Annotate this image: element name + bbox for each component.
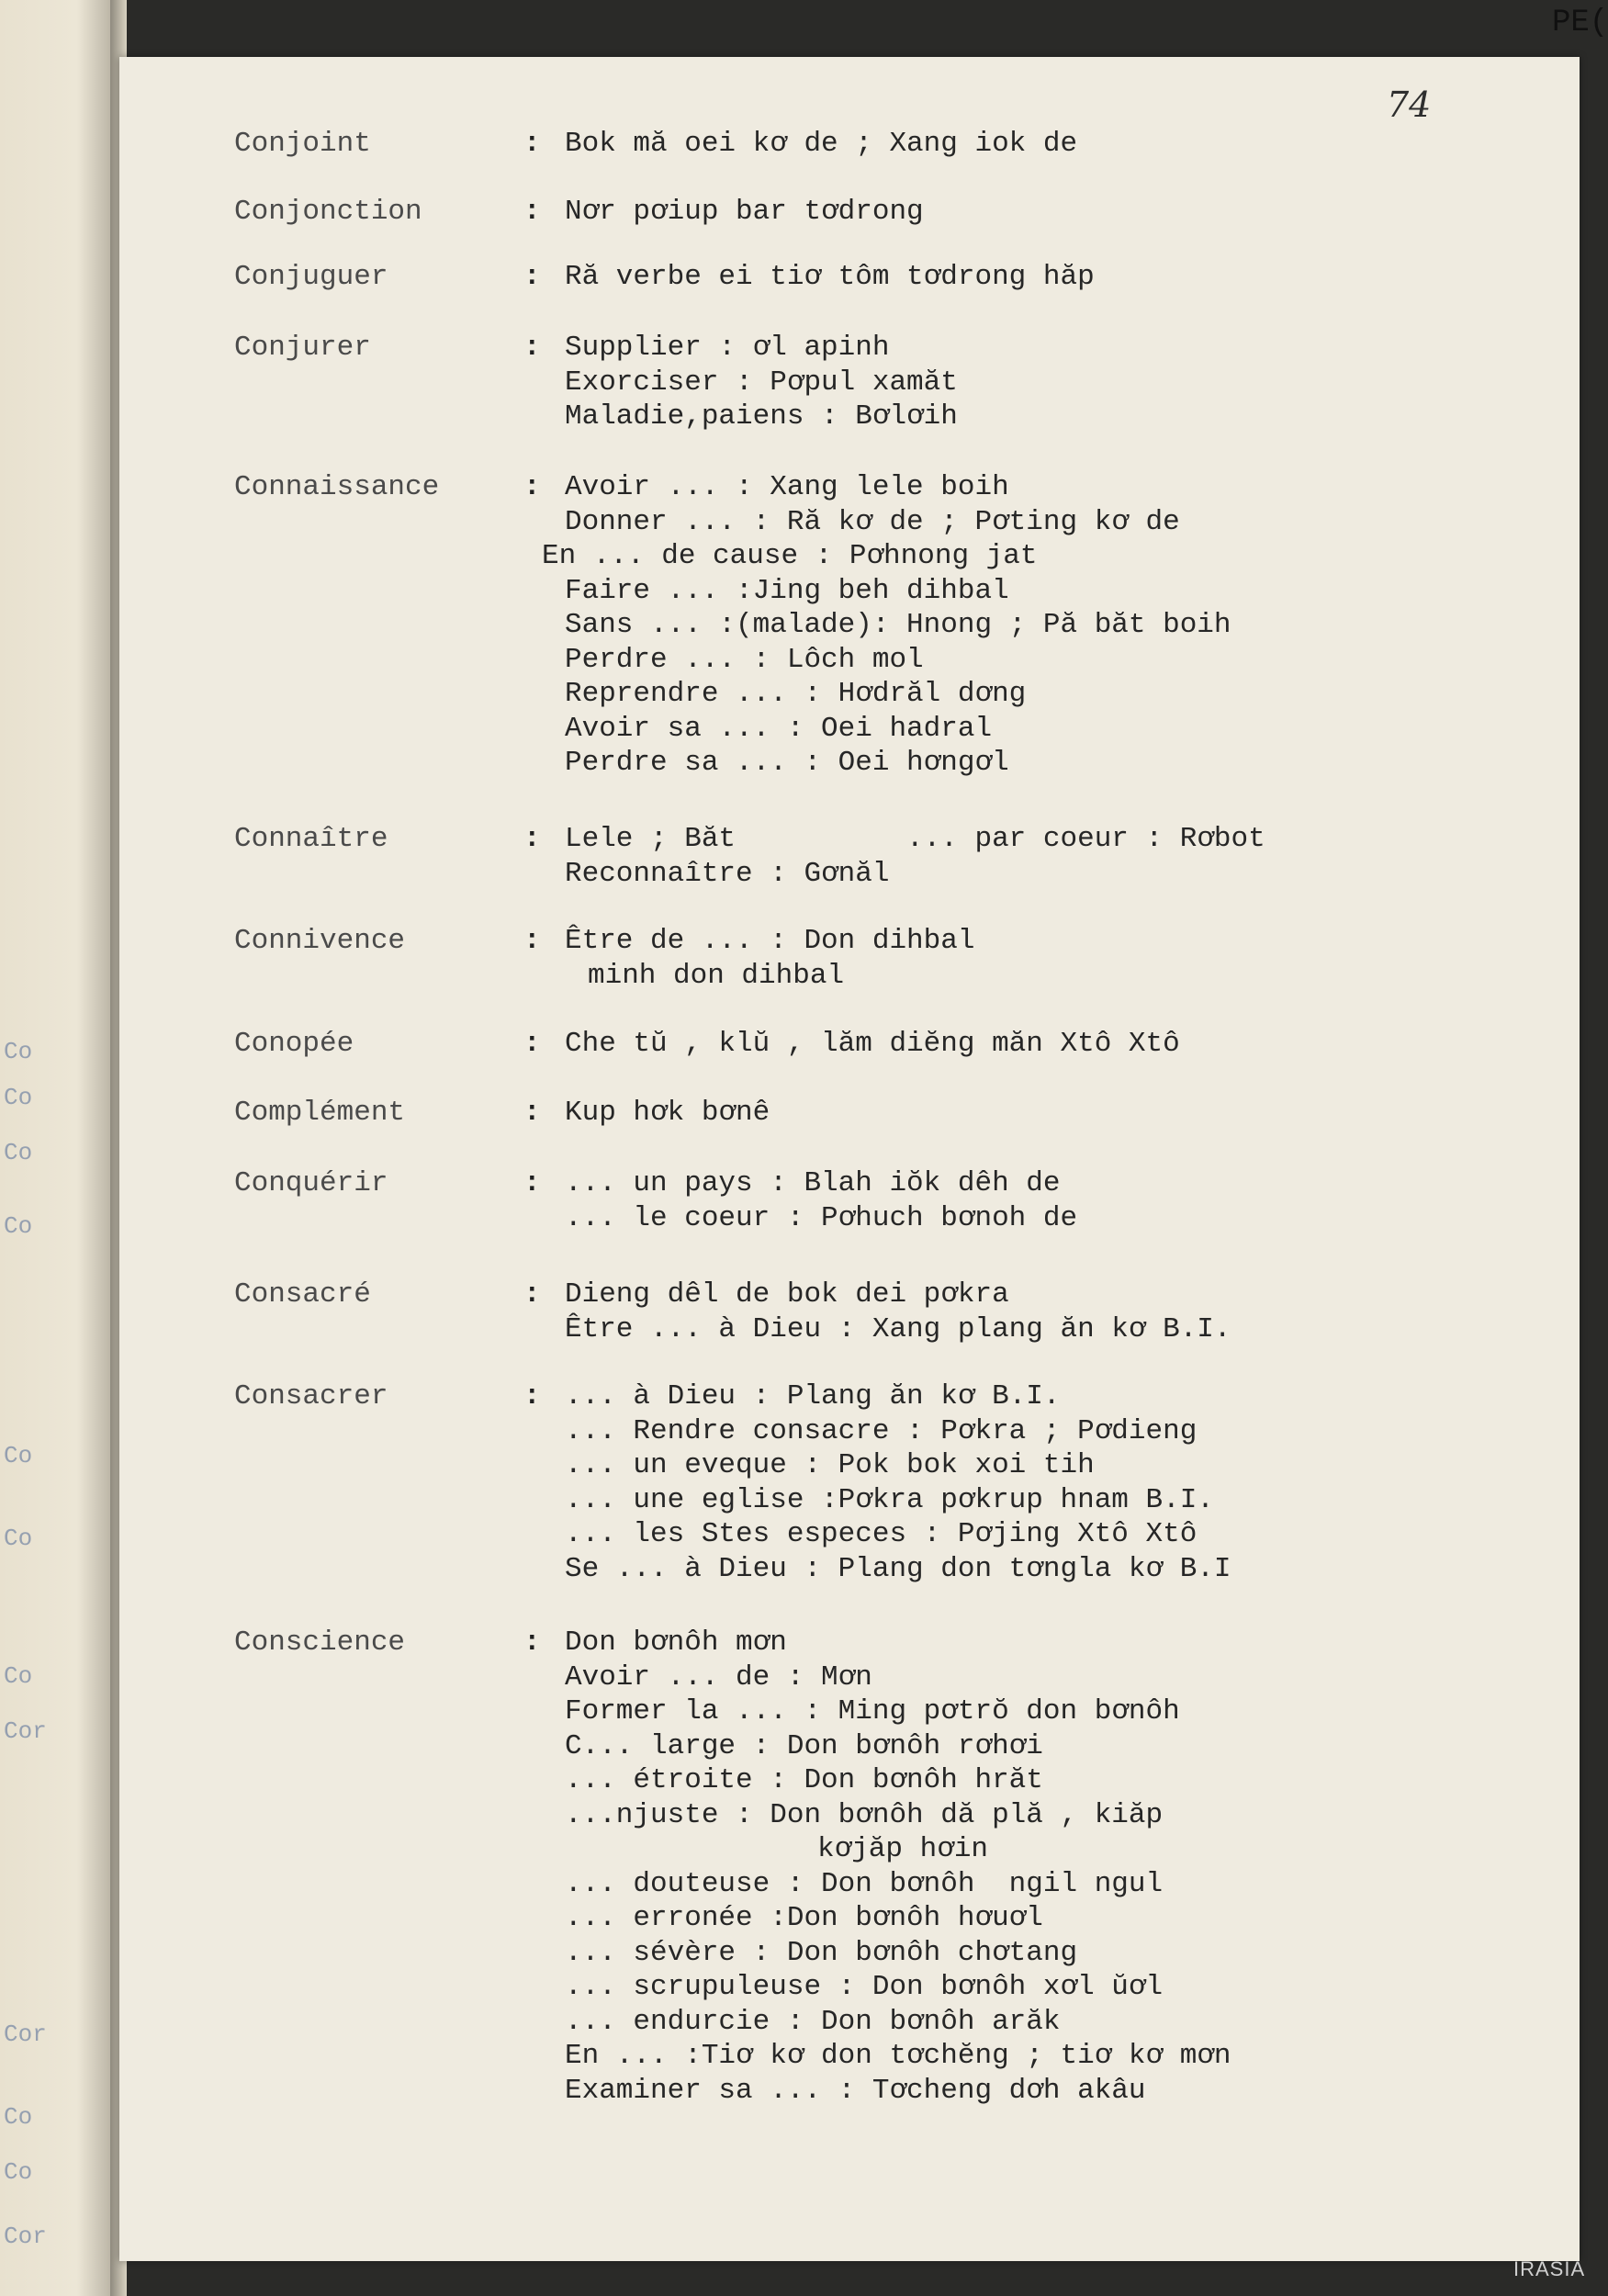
entry-term: Connivence [234, 925, 406, 957]
entry-term: Consacrer [234, 1380, 388, 1412]
entry-definition-line: Sans ... :(malade): Hnong ; Pă băt boih [565, 609, 1231, 641]
entry-definition-line: minh don dihbal [588, 959, 845, 992]
entry-definition-line: En ... de cause : Pơhnong jat [542, 540, 1038, 572]
left-page-stub: Co [4, 1084, 33, 1111]
entry-term: Connaître [234, 823, 388, 855]
entry-definition-line: Ră verbe ei tiơ tôm tơdrong hăp [565, 261, 1095, 293]
entry-term: Connaissance [234, 471, 440, 503]
entry-definition-line: Lele ; Băt ... par coeur : Rơbot [565, 823, 1265, 855]
entry-definition-line: Supplier : ơl apinh [565, 332, 890, 364]
entry-definition-line: Reconnaître : Gơnăl [565, 857, 890, 890]
entry-term: Conjurer [234, 332, 371, 364]
entry-separator: : [523, 128, 541, 160]
left-page-stub: Co [4, 2103, 33, 2131]
entry-definition-line: ... sévère : Don bơnôh chơtang [565, 1936, 1078, 1969]
left-page-stub: Co [4, 1525, 33, 1552]
entry-definition-line: Se ... à Dieu : Plang don tơngla kơ B.I [565, 1552, 1231, 1585]
entry-definition-line: ... les Stes especes : Pơjing Xtô Xtô [565, 1518, 1198, 1550]
entry-definition-line: ... endurcie : Don bơnôh arăk [565, 2005, 1061, 2038]
entry-definition-line: Être de ... : Don dihbal [565, 925, 975, 957]
entry-separator: : [523, 1626, 541, 1659]
entry-definition-line: Être ... à Dieu : Xang plang ăn kơ B.I. [565, 1312, 1231, 1345]
left-page-stub: Co [4, 1038, 33, 1065]
page-number: 74 [1387, 84, 1432, 125]
entry-term: Conjoint [234, 128, 371, 160]
entry-definition-line: ... une eglise :Pơkra pơkrup hnam B.I. [565, 1483, 1214, 1516]
entry-definition-line: ... douteuse : Don bơnôh ngil ngul [565, 1867, 1164, 1900]
left-page-stub: Co [4, 1139, 33, 1166]
entry-definition-line: ... le coeur : Pơhuch bơnoh de [565, 1201, 1078, 1234]
left-page-stub: Co [4, 1212, 33, 1240]
entry-separator: : [523, 471, 541, 503]
entry-term: Conquérir [234, 1167, 388, 1199]
left-page-stub: Co [4, 1442, 33, 1469]
entry-definition-line: ... un pays : Blah iŏk dêh de [565, 1167, 1061, 1199]
previous-page-edge [0, 0, 110, 2296]
entry-definition-line: C... large : Don bơnôh rơhơi [565, 1729, 1043, 1762]
entry-separator: : [523, 1028, 541, 1060]
entry-definition-line: Examiner sa ... : Tơcheng dơh akâu [565, 2074, 1146, 2107]
left-page-stub: Co [4, 2158, 33, 2186]
entry-definition-line: ... étroite : Don bơnôh hrăt [565, 1764, 1043, 1796]
entry-definition-line: ... Rendre consacre : Pơkra ; Pơdieng [565, 1414, 1198, 1447]
entry-separator: : [523, 1097, 541, 1129]
watermark: IRASIA [1513, 2257, 1586, 2280]
entry-definition-line: Reprendre ... : Hơdrăl dơng [565, 678, 1027, 710]
entry-definition-line: Don bơnôh mơn [565, 1626, 787, 1659]
entry-separator: : [523, 196, 541, 228]
entry-definition-line: Avoir ... : Xang lele boih [565, 471, 1009, 503]
entry-separator: : [523, 1167, 541, 1199]
entry-separator: : [523, 1278, 541, 1311]
entry-definition-line: En ... :Tiơ kơ don tơchĕng ; tiơ kơ mơn [565, 2040, 1231, 2072]
entry-separator: : [523, 261, 541, 293]
entry-separator: : [523, 1380, 541, 1412]
entry-definition-line: Faire ... :Jing beh dihbal [565, 574, 1009, 607]
entry-definition-line: kơjăp hơin [817, 1833, 989, 1865]
entry-definition-line: Exorciser : Pơpul xamăt [565, 366, 958, 399]
entry-definition-line: Perdre sa ... : Oei hơngơl [565, 747, 1009, 779]
corner-mark: PE( [1552, 6, 1608, 40]
entry-separator: : [523, 823, 541, 855]
entry-definition-line: Donner ... : Ră kơ de ; Pơting kơ de [565, 505, 1180, 538]
entry-definition-line: Bok mă oei kơ de ; Xang iok de [565, 128, 1078, 160]
entry-definition-line: Che tŭ , klŭ , lăm diĕng măn Xtô Xtô [565, 1028, 1180, 1060]
entry-separator: : [523, 332, 541, 364]
entry-term: Conscience [234, 1626, 406, 1659]
entry-definition-line: Perdre ... : Lôch mol [565, 643, 924, 676]
left-page-stub: Cor [4, 2020, 47, 2048]
entry-definition-line: Avoir sa ... : Oei hadral [565, 712, 993, 745]
entry-term: Complément [234, 1097, 406, 1129]
entry-definition-line: ... un eveque : Pok bok xoi tih [565, 1449, 1095, 1481]
left-page-stub: Cor [4, 1717, 47, 1745]
entry-definition-line: ...njuste : Don bơnôh dă plă , kiăp [565, 1798, 1164, 1831]
entry-definition-line: Kup hơk bơnê [565, 1097, 770, 1129]
left-page-stub: Cor [4, 2223, 47, 2250]
entry-separator: : [523, 925, 541, 957]
entry-definition-line: ... à Dieu : Plang ăn kơ B.I. [565, 1380, 1061, 1412]
entry-definition-line: Dieng dêl de bok dei pơkra [565, 1278, 1009, 1311]
left-page-stub: Co [4, 1662, 33, 1690]
entry-definition-line: Former la ... : Ming pơtrŏ don bơnôh [565, 1695, 1180, 1728]
entry-term: Consacré [234, 1278, 371, 1311]
entry-definition-line: Nơr pơiup bar tơdrong [565, 196, 924, 228]
entry-term: Conjonction [234, 196, 422, 228]
entry-term: Conjuguer [234, 261, 388, 293]
entry-definition-line: Avoir ... de : Mơn [565, 1660, 872, 1694]
entry-term: Conopée [234, 1028, 354, 1060]
entry-definition-line: ... erronée :Don bơnôh hơuơl [565, 1902, 1043, 1934]
entry-definition-line: Maladie,paiens : Bơlơih [565, 400, 958, 433]
entry-definition-line: ... scrupuleuse : Don bơnôh xơl ŭơl [565, 1971, 1164, 2003]
